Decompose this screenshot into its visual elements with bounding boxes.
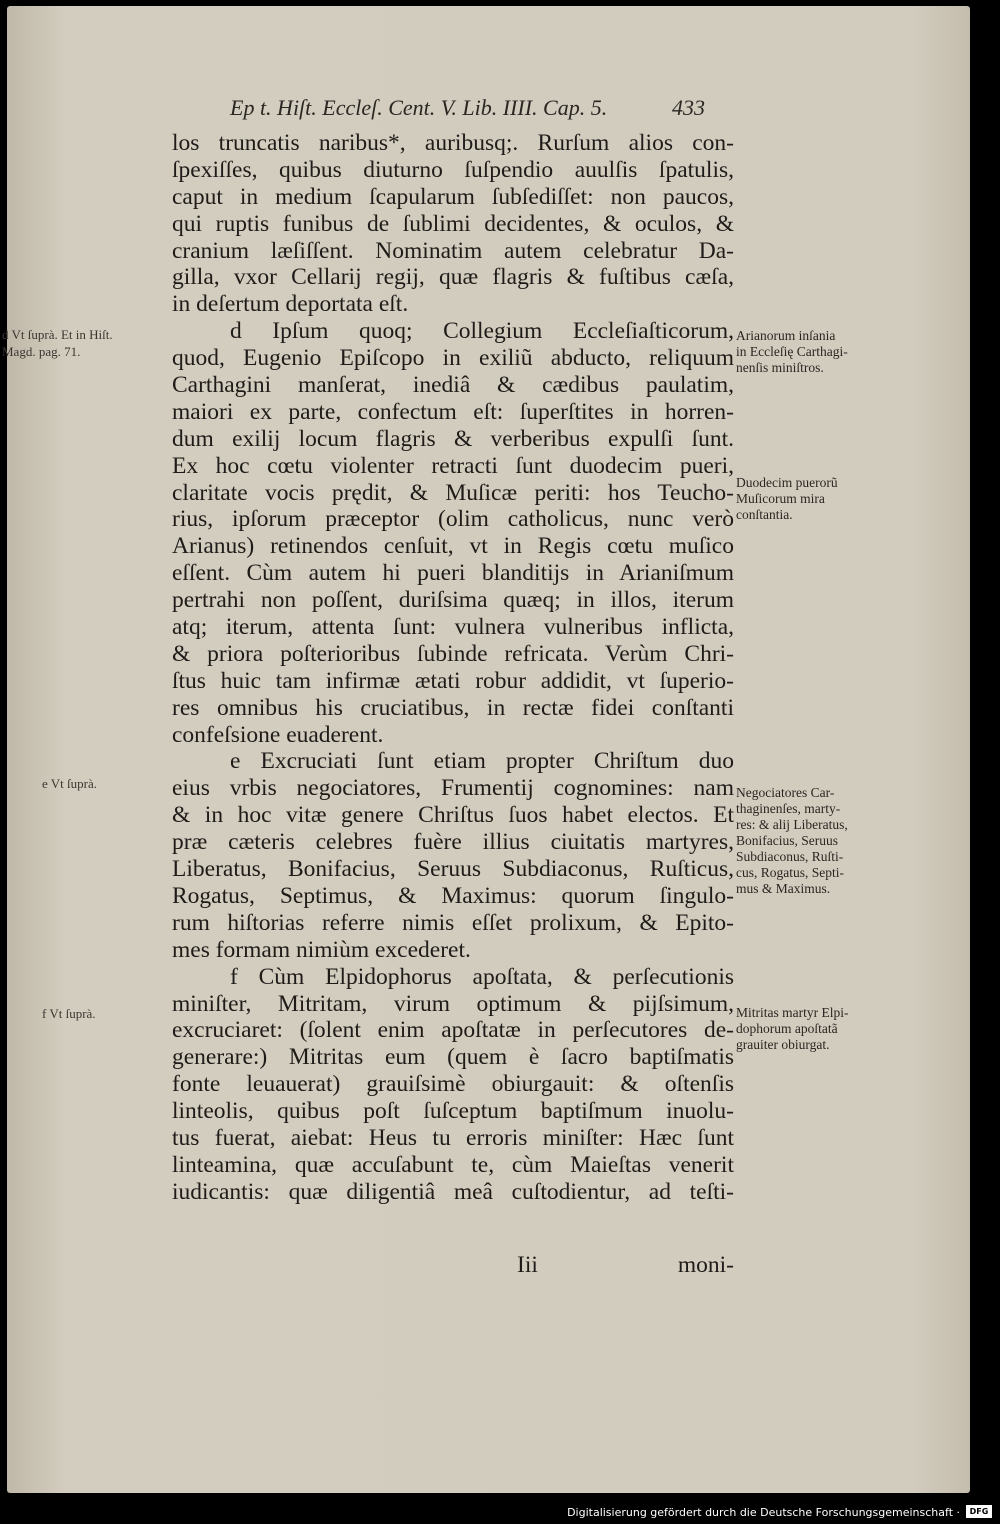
- text-line: rum hiſtorias referre nimis eſſet prolixum, & Epito-: [172, 909, 734, 936]
- digitization-footer: [0, 1500, 1000, 1524]
- text-line: confeſsione euaderent.: [172, 721, 384, 748]
- text-line: præ cæteris celebres fuère illius ciuitatis martyres,: [172, 829, 734, 856]
- text-line: rius, ipſorum præceptor (olim catholicus, nunc verò: [172, 506, 734, 533]
- margin-note-line: Negociatores Car-: [736, 785, 835, 800]
- margin-note-line: in Eccleſię Carthagi-: [736, 344, 848, 359]
- page-number: 433: [672, 95, 705, 120]
- margin-note-line: grauiter obiurgat.: [736, 1037, 830, 1052]
- funding-credit: Digitalisierung gefördert durch die Deutsche Forschungsgemeinschaft ·: [567, 1506, 960, 1519]
- text-line: Liberatus, Bonifacius, Seruus Subdiaconus, Ruſticus,: [172, 856, 734, 883]
- margin-note-line: Arianorum inſania: [736, 328, 836, 343]
- margin-note-right-1: [736, 328, 966, 376]
- text-line: tus fuerat, aiebat: Heus tu erroris miniſter: Hæc ſunt: [172, 1124, 734, 1151]
- text-line: iudicantis: quæ diligentiâ meâ cuſtodientur, ad teſti-: [172, 1178, 734, 1205]
- text-line: eius vrbis negociatores, Frumentij cognomines: nam: [172, 775, 734, 802]
- margin-note-line: f Vt ſuprà.: [42, 1006, 96, 1021]
- margin-note-line: d Vt ſuprà. Et in Hiſt.: [2, 327, 113, 342]
- paragraph-start-e: e Excruciati ſunt etiam propter Chriſtum duo: [230, 748, 734, 775]
- margin-note-left-e: [42, 775, 97, 792]
- text-line: linteolis, quibus poſt ſuſceptum baptiſmum inuolu-: [172, 1098, 734, 1125]
- margin-note-line: Muſicorum mira: [736, 491, 825, 506]
- margin-note-line: thaginenſes, marty-: [736, 801, 841, 816]
- text-line: in deſertum deportata eſt.: [172, 291, 409, 318]
- text-line: ſpexiſſes, quibus diuturno ſuſpendio auulſis ſpatulis,: [172, 156, 734, 183]
- text-line: generare:) Mitritas eum (quem è ſacro baptiſmatis: [172, 1044, 734, 1071]
- text-line: dum exilij locum flagris & verberibus expulſi ſunt.: [172, 425, 734, 452]
- margin-note-right-4: [736, 1005, 966, 1053]
- text-line: & in hoc vitæ genere Chriſtus ſuos habet electos. Et: [172, 802, 734, 829]
- text-line: pertrahi non poſſent, duriſsima quæq; in illos, iterum: [172, 587, 734, 614]
- margin-note-line: conſtantia.: [736, 507, 793, 522]
- margin-note-line: Subdiaconus, Ruſti-: [736, 849, 844, 864]
- margin-note-line: Magd. pag. 71.: [2, 344, 81, 359]
- text-line: quod, Eugenio Epiſcopo in exiliũ abducto, reliquum: [172, 345, 734, 372]
- text-line: caput in medium ſcapularum ſubſediſſet: non paucos,: [172, 183, 734, 210]
- text-line: Ex hoc cœtu violenter retracti ſunt duodecim pueri,: [172, 452, 734, 479]
- text-line: res omnibus his cruciatibus, in rectæ fidei conſtanti: [172, 694, 734, 721]
- text-line: miniſter, Mitritam, virum optimum & pijſsimum,: [172, 990, 734, 1017]
- margin-note-right-3: [736, 785, 966, 897]
- margin-note-line: nenſis miniſtros.: [736, 360, 824, 375]
- margin-note-line: dophorum apoſtatã: [736, 1021, 838, 1036]
- text-line: los truncatis naribus*, auribusq;. Rurſum alios con-: [172, 130, 734, 156]
- margin-note-line: Mitritas martyr Elpi-: [736, 1005, 849, 1020]
- page-foot: [172, 1252, 734, 1282]
- text-line: eſſent. Cùm autem hi pueri blanditijs in Arianiſmum: [172, 560, 734, 587]
- text-line: & priora poſterioribus ſubinde refricata. Verùm Chri-: [172, 640, 734, 667]
- text-line: linteamina, quæ accuſabunt te, cùm Maieſtas venerit: [172, 1151, 734, 1178]
- margin-note-line: Duodecim puerorũ: [736, 475, 838, 490]
- running-title: Ep t. Hiſt. Eccleſ. Cent. V. Lib. IIII. Cap. 5.: [230, 95, 608, 120]
- text-line: maiori ex parte, confectum eſt: ſuperſtites in horren-: [172, 398, 734, 425]
- text-line: cranium læſiſſent. Nominatim autem celebratur Da-: [172, 237, 734, 264]
- text-line: Carthagini manſerat, inediâ & cædibus paulatim,: [172, 372, 734, 399]
- catchword: moni-: [677, 1252, 734, 1278]
- text-line: fonte leuauerat) grauiſsimè obiurgauit: & oſtenſis: [172, 1071, 734, 1098]
- text-line: ſtus huic tam infirmæ ætati robur addidit, vt ſuperio-: [172, 667, 734, 694]
- text-line: mes formam nimiùm excederet.: [172, 936, 471, 963]
- margin-note-line: Bonifacius, Seruus: [736, 833, 838, 848]
- main-text-block: [172, 130, 734, 1206]
- text-line: atq; iterum, attenta ſunt: vulnera vulneribus inflicta,: [172, 614, 734, 641]
- margin-note-left-d: [2, 326, 113, 360]
- margin-note-line: cus, Rogatus, Septi-: [736, 865, 844, 880]
- margin-note-right-2: [736, 475, 966, 523]
- paragraph-start-f: f Cùm Elpidophorus apoſtata, & perſecutionis: [230, 963, 734, 990]
- text-line: qui ruptis funibus de ſublimi decidentes, & oculos, &: [172, 210, 734, 237]
- text-line: claritate vocis prędit, & Muſicæ periti: hos Teucho-: [172, 479, 734, 506]
- margin-note-left-f: [42, 1005, 96, 1022]
- text-line: Rogatus, Septimus, & Maximus: quorum ſingulo-: [172, 882, 734, 909]
- signature-mark: Iii: [517, 1252, 538, 1278]
- paragraph-start-d: d Ipſum quoq; Collegium Eccleſiaſticorum,: [230, 318, 734, 345]
- margin-note-line: e Vt ſuprà.: [42, 776, 97, 791]
- margin-note-line: mus & Maximus.: [736, 881, 831, 896]
- dfg-logo: DFG: [966, 1505, 992, 1518]
- margin-note-line: res: & alij Liberatus,: [736, 817, 848, 832]
- text-line: gilla, vxor Cellarij regij, quæ flagris & fuſtibus cæſa,: [172, 264, 734, 291]
- text-line: excruciaret: (ſolent enim apoſtatæ in perſecutores de-: [172, 1017, 734, 1044]
- text-line: Arianus) retinendos cenſuit, vt in Regis cœtu muſico: [172, 533, 734, 560]
